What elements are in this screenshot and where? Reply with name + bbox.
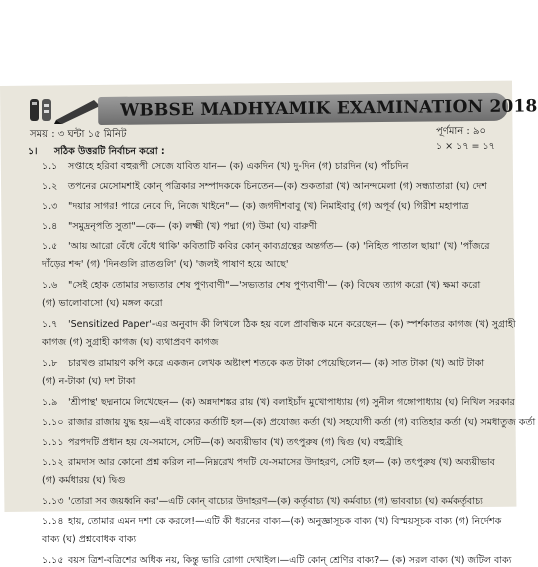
- question-number: ১.১২: [42, 457, 64, 468]
- question-text: "দয়ার সাগর! পারে নেবে দি, নিজে খাইনে"— (ক) জগদীশবাবু (খ) নিমাইবাবু (গ) অপূর্ব (ঘ) গিরীশ মহাপাত্র: [68, 201, 469, 212]
- question-number: ১.৩: [42, 201, 58, 212]
- question-number: ১.১: [42, 161, 58, 172]
- question-item: [42, 475, 510, 487]
- question-item: [42, 337, 510, 349]
- question-text: রাজার রাজায় যুদ্ধ হয়—এই বাক্যের কর্তাটি হল—(ক) প্রযোজ্য কর্তা (খ) সহযোগী কর্তা (গ) ব্যতিহার কর্তা (ঘ) সমধাতুজ কর্তা: [68, 417, 536, 428]
- question-number: ১.১০: [42, 417, 64, 428]
- question-text: "সেই হোক তোমার সভ্যতার শেষ পুণ্যবাণী"—'সভ্যতার শেষ পুণ্যবাণী'— (ক) বিদ্বেষ ত্যাগ করো (খ) ক্ষমা করো: [68, 280, 481, 291]
- question-text: (গ) কর্মধারয় (ঘ) দ্বিগু: [42, 475, 126, 486]
- question-text: "সমুদ্রনৃপতি সুতা"—কে— (ক) লক্ষ্মী (খ) পদ্মা (গ) উমা (ঘ) বারুণী: [68, 221, 318, 232]
- question-item: [42, 534, 510, 546]
- books-pencil-logo-icon: [28, 96, 104, 124]
- question-item: [42, 457, 510, 469]
- question-number: ১.৭: [42, 319, 58, 330]
- question-item: [42, 280, 510, 292]
- question-item: [42, 201, 510, 213]
- question-item: [42, 397, 515, 409]
- full-marks: পূর্ণমান : ৯০: [436, 126, 486, 137]
- question-text: বয়স ত্রিশ-বত্রিশের অধিক নয়, কিন্তু ভারি রোগা দেখাইল।—এটি কোন্ শ্রেণির বাক্য?— (ক) সরল বাক্য (খ) জটিল বাক্য: [68, 555, 512, 566]
- question-text: 'তোরা সব জয়ধ্বনি কর'—এটি কোন্ বাচ্যের উদাহরণ—(ক) কর্তৃবাচ্য (খ) কর্মবাচ্য (গ) ভাববাচ্য (ঘ) কর্মকর্তৃবাচ্য: [68, 496, 483, 507]
- question-number: ১.১১: [42, 437, 64, 448]
- section-instruction: [28, 146, 496, 158]
- exam-title: WBBSE MADHYAMIK EXAMINATION 2018: [120, 96, 538, 121]
- question-number: ১.৯: [42, 397, 58, 408]
- question-number: ১.১৫: [42, 555, 64, 566]
- question-number: ১.২: [42, 181, 58, 192]
- question-item: [42, 555, 510, 567]
- question-number: ১.৪: [42, 221, 58, 232]
- question-text: হায়, তোমার এমন দশা কে করলে!—এটি কী ধরনের বাক্য—(ক) অনুজ্ঞাসূচক বাক্য (খ) বিস্ময়সূচক বাক্য (গ) নির্দেশক: [68, 516, 502, 527]
- question-text: তপনের মেসোমশাই কোন্ পত্রিকার সম্পাদককে চিনতেন—(ক) শুকতারা (খ) আনন্দমেলা (গ) সন্ধ্যাতারা (ঘ) দেশ: [68, 181, 487, 192]
- question-item: [42, 358, 510, 370]
- marks-calculation: ১ × ১৭ = ১৭: [436, 141, 495, 152]
- question-item: [42, 496, 510, 508]
- question-text: সপ্তাহে হরিবা বহুরূপী সেজে যাবিত যান— (ক) একদিন (খ) দু-দিন (গ) চারদিন (ঘ) পাঁচদিন: [68, 161, 409, 172]
- question-item: [42, 376, 510, 388]
- question-item: [42, 221, 510, 233]
- question-text: রামদাস আর কোনো প্রশ্ন করিল না—নিম্নরেখ পদটি যে-সমাসের উদাহরণ, সেটি হল— (ক) তৎপুরুষ (খ) অব্যয়ীভাব: [68, 457, 495, 468]
- question-item: [42, 161, 510, 173]
- exam-time: সময় : ৩ ঘন্টা ১৫ মিনিট: [30, 129, 127, 140]
- question-number: ১.১৩: [42, 496, 64, 507]
- exam-title-banner: [98, 93, 538, 125]
- section-number: ১।: [28, 146, 38, 157]
- question-item: [42, 181, 510, 193]
- question-item: [42, 437, 510, 449]
- section-instruction-text: সঠিক উত্তরটি নির্বাচন করো :: [54, 146, 165, 157]
- question-text: বাক্য (ঘ) প্রশ্নবোধক বাক্য: [42, 534, 137, 545]
- question-text: দাঁড়ের শব্দ' (গ) 'দিনগুলি রাতগুলি' (ঘ) 'জলই পাষাণ হয়ে আছে': [42, 259, 289, 270]
- question-item: [42, 298, 510, 310]
- question-item: [42, 259, 510, 271]
- question-text: কাগজ (গ) সুগ্রাহী কাগজ (ঘ) ব্যথাপ্রবণ কাগজ: [42, 337, 219, 348]
- question-item: [42, 417, 536, 429]
- question-text: চারখণ্ড রামায়ণ কপি করে একজন লেখক অষ্টাংশ শতকে কত টাকা পেয়েছিলেন— (ক) সাত টাকা (খ) আট টাকা: [68, 358, 485, 369]
- question-number: ১.৫: [42, 241, 58, 252]
- question-number: ১.১৪: [42, 516, 64, 527]
- question-text: (গ) ন-টাকা (ঘ) দশ টাকা: [42, 376, 136, 387]
- question-number: ১.৬: [42, 280, 58, 291]
- question-text: 'আয় আরো বেঁধে বেঁধে থাকি' কবিতাটি কবির কোন্ কাব্যগ্রন্থের অন্তর্গত— (ক) 'নিহিত পাতাল ছায়া' (খ) 'পাঁজরে: [68, 241, 490, 252]
- question-item: [42, 241, 510, 253]
- question-text: পরপদটি প্রধান হয় যে-সমাসে, সেটি—(ক) অব্যয়ীভাব (খ) তৎপুরুষ (গ) দ্বিগু (ঘ) বহুব্রীহি: [68, 437, 403, 448]
- question-number: ১.৮: [42, 358, 58, 369]
- question-text: 'শ্রীপান্থ' ছদ্মনামে লিখেছেন— (ক) অন্নদাশঙ্কর রায় (খ) বলাইচাঁদ মুখোপাধ্যায় (গ) সুনীল গঙ্গোপাধ্যায় (ঘ) নিখিল সরকার: [68, 397, 515, 408]
- question-item: [42, 516, 510, 528]
- question-text: (গ) ভালোবাসো (ঘ) মঙ্গল করো: [42, 298, 163, 309]
- question-text: 'Sensitized Paper'-এর অনুবাদ কী লিখলে ঠিক হয় বলে প্রাবন্ধিক মনে করেছেন— (ক) স্পর্শকাতর কাগজ (খ) সুগ্রাহী: [68, 319, 516, 330]
- question-item: [42, 319, 516, 331]
